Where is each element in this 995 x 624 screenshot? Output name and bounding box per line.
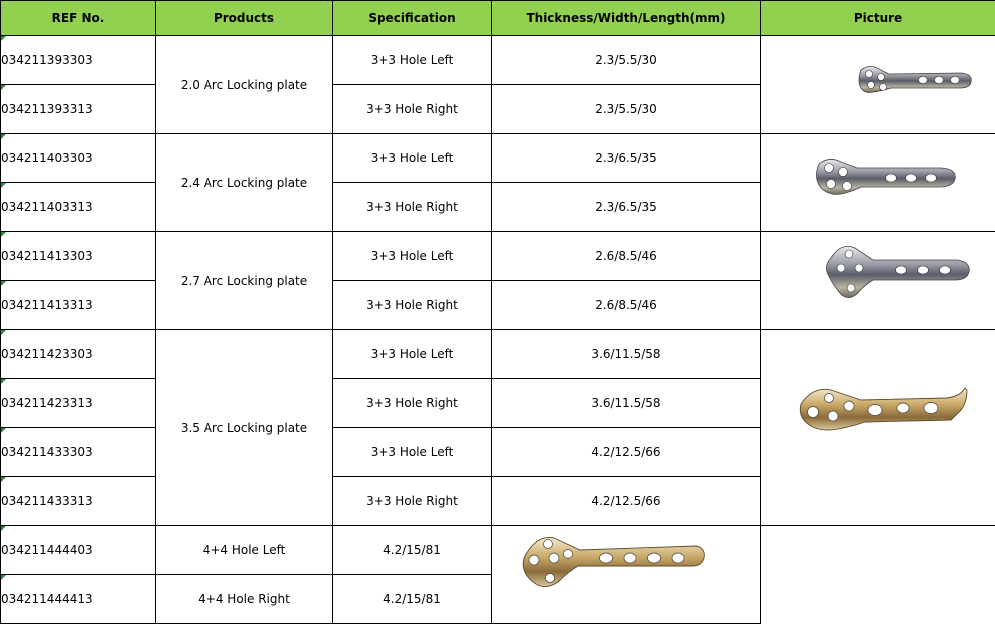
dimension-cell: 4.2/15/81	[333, 575, 492, 624]
product-cell: 2.4 Arc Locking plate	[156, 134, 333, 232]
picture-cell	[761, 134, 995, 232]
ref-cell: 034211403303	[1, 134, 156, 183]
picture-cell	[492, 526, 761, 624]
table-row	[1, 134, 995, 183]
product-cell: 2.0 Arc Locking plate	[156, 36, 333, 134]
ref-cell: 034211433313	[1, 477, 156, 526]
picture-cell	[761, 232, 995, 330]
ref-cell: 034211403313	[1, 183, 156, 232]
bone-plate-image	[761, 330, 995, 525]
product-cell: 3.5 Arc Locking plate	[156, 330, 333, 526]
spec-cell: 3+3 Hole Right	[333, 85, 492, 134]
ref-cell: 034211413303	[1, 232, 156, 281]
table-header-row	[1, 1, 995, 36]
ref-cell: 034211393303	[1, 36, 156, 85]
table-row	[1, 526, 995, 575]
bone-plate-image	[761, 134, 995, 231]
ref-cell: 034211413313	[1, 281, 156, 330]
dimension-cell: 4.2/12.5/66	[492, 477, 761, 526]
dimension-cell: 2.3/5.5/30	[492, 85, 761, 134]
spec-cell: 3+3 Hole Left	[333, 330, 492, 379]
header-picture: Picture	[761, 1, 995, 36]
ref-cell: 034211393313	[1, 85, 156, 134]
ref-cell: 034211433303	[1, 428, 156, 477]
dimension-cell: 3.6/11.5/58	[492, 379, 761, 428]
table-row	[1, 36, 995, 85]
dimension-cell: 2.6/8.5/46	[492, 232, 761, 281]
bone-plate-image	[761, 36, 995, 133]
dimension-cell: 4.2/12.5/66	[492, 428, 761, 477]
spec-cell: 3+3 Hole Left	[333, 232, 492, 281]
dimension-cell: 4.2/15/81	[333, 526, 492, 575]
product-cell: 2.7 Arc Locking plate	[156, 232, 333, 330]
header-products: Products	[156, 1, 333, 36]
header-specification: Specification	[333, 1, 492, 36]
table-row	[1, 330, 995, 379]
header-dimensions: Thickness/Width/Length(mm)	[492, 1, 761, 36]
dimension-cell: 2.3/6.5/35	[492, 183, 761, 232]
dimension-cell: 2.3/5.5/30	[492, 36, 761, 85]
spec-cell: 3+3 Hole Left	[333, 36, 492, 85]
spec-cell: 3+3 Hole Right	[333, 281, 492, 330]
picture-cell	[761, 36, 995, 134]
spec-cell: 4+4 Hole Left	[156, 526, 333, 575]
spec-cell: 3+3 Hole Left	[333, 428, 492, 477]
header-ref-no: REF No.	[1, 1, 156, 36]
picture-cell	[761, 330, 995, 526]
spec-cell: 3+3 Hole Right	[333, 379, 492, 428]
dimension-cell: 2.3/6.5/35	[492, 134, 761, 183]
table-row	[1, 232, 995, 281]
bone-plate-image	[761, 232, 995, 329]
spec-cell: 3+3 Hole Right	[333, 183, 492, 232]
spec-cell: 3+3 Hole Left	[333, 134, 492, 183]
dimension-cell: 2.6/8.5/46	[492, 281, 761, 330]
spec-cell: 4+4 Hole Right	[156, 575, 333, 624]
bone-plate-image	[492, 526, 726, 623]
dimension-cell: 3.6/11.5/58	[492, 330, 761, 379]
ref-cell: 034211423313	[1, 379, 156, 428]
spec-cell: 3+3 Hole Right	[333, 477, 492, 526]
ref-cell: 034211423303	[1, 330, 156, 379]
ref-cell: 034211444413	[1, 575, 156, 624]
ref-cell: 034211444403	[1, 526, 156, 575]
